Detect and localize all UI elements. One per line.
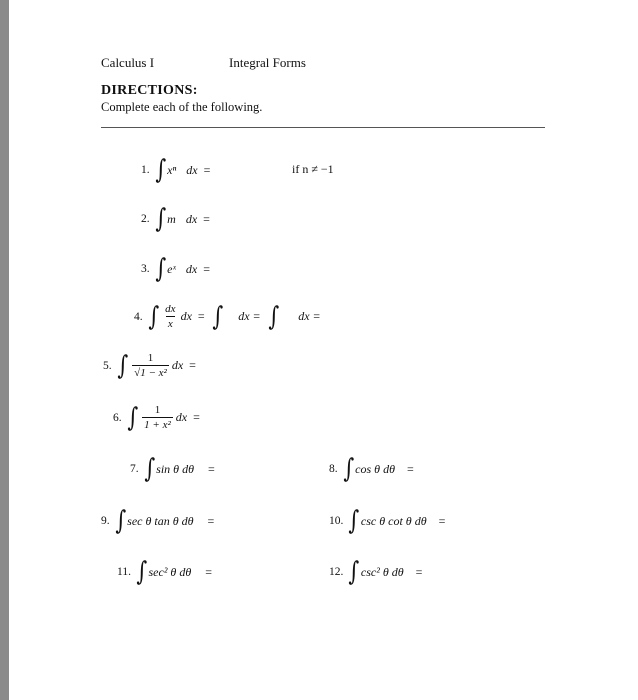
problem-number: 10. — [329, 515, 344, 527]
problem-number: 5. — [103, 359, 112, 372]
integral-sign: ∫ — [114, 506, 126, 536]
fraction-numerator: dx — [165, 303, 176, 315]
problem-7 — [130, 456, 215, 482]
integral-sign: ∫ — [147, 301, 159, 332]
differential: dx — [186, 162, 198, 177]
problem-number: 4. — [134, 310, 143, 323]
fraction-numerator: 1 — [147, 352, 154, 364]
middle-differential: dx = — [238, 309, 261, 324]
problem-number: 1. — [141, 164, 150, 176]
problem-11 — [117, 559, 212, 585]
problem-number: 11. — [117, 566, 131, 578]
problem-1 — [141, 157, 210, 183]
problem-number: 7. — [130, 463, 139, 475]
integral-sign: ∫ — [136, 557, 148, 587]
equals-sign: = — [197, 309, 205, 324]
integrand: cos θ dθ — [355, 461, 395, 476]
integral-sign: ∫ — [154, 254, 166, 284]
integral-sign: ∫ — [154, 204, 166, 234]
problem-12 — [329, 559, 422, 585]
differential: dx — [185, 211, 198, 226]
fraction-denominator: x — [167, 317, 173, 330]
problem-4 — [134, 303, 321, 330]
fraction — [132, 352, 169, 379]
problem-number: 8. — [329, 463, 338, 475]
integrand: xⁿ — [167, 162, 177, 177]
differential: dx — [180, 309, 192, 324]
equals-sign: = — [203, 211, 210, 226]
fraction-denominator: √1 − x² — [134, 366, 167, 379]
integral-sign: ∫ — [154, 155, 166, 185]
divider-rule — [101, 127, 545, 128]
problem-number: 9. — [101, 515, 110, 527]
problem-number: 6. — [113, 411, 122, 424]
integral-sign: ∫ — [126, 402, 138, 433]
problem-8 — [329, 456, 414, 482]
integrand: csc θ cot θ dθ — [360, 513, 427, 528]
equals-sign: = — [207, 513, 215, 528]
integrand: sin θ dθ — [156, 461, 194, 476]
differential: dx — [175, 410, 188, 425]
integral-sign: ∫ — [342, 454, 354, 484]
integral-sign: ∫ — [212, 301, 223, 332]
integrand: sec² θ dθ — [148, 564, 192, 579]
integral-sign: ∫ — [143, 454, 155, 484]
equals-sign: = — [203, 261, 210, 276]
integral-sign: ∫ — [268, 301, 279, 332]
problem-2 — [141, 206, 210, 232]
integrand: eˣ — [167, 261, 176, 276]
left-scroll-edge — [0, 0, 9, 700]
problem-1-condition: if n ≠ −1 — [292, 162, 334, 176]
fraction — [142, 404, 173, 431]
differential: dx — [171, 358, 184, 373]
problem-number: 3. — [141, 263, 150, 275]
equals-sign: = — [203, 162, 211, 177]
integral-sign: ∫ — [348, 557, 360, 587]
directions-text: Complete each of the following. — [101, 100, 263, 114]
fraction-numerator: 1 — [154, 404, 161, 416]
equals-sign: = — [189, 358, 196, 373]
integrand: m — [167, 211, 176, 226]
problem-number: 2. — [141, 213, 150, 225]
end-differential: dx = — [298, 309, 321, 324]
fraction — [163, 303, 177, 330]
topic-title: Integral Forms — [229, 55, 306, 70]
problem-9 — [101, 508, 214, 534]
problem-10 — [329, 508, 445, 534]
equals-sign: = — [193, 410, 200, 425]
integrand: sec θ tan θ dθ — [127, 513, 194, 528]
fraction-denominator: 1 + x² — [144, 418, 171, 431]
equals-sign: = — [415, 564, 423, 579]
equals-sign: = — [207, 461, 215, 476]
equals-sign: = — [406, 461, 414, 476]
equals-sign: = — [205, 564, 212, 579]
differential: dx — [185, 261, 198, 276]
problem-3 — [141, 256, 210, 282]
directions-heading: DIRECTIONS: — [101, 83, 198, 98]
problem-6 — [113, 404, 200, 431]
problem-5 — [103, 352, 196, 379]
integral-sign: ∫ — [116, 350, 128, 381]
problem-number: 12. — [329, 566, 344, 578]
course-title: Calculus I — [101, 55, 155, 70]
integral-sign: ∫ — [348, 506, 360, 536]
integrand: csc² θ dθ — [360, 564, 404, 579]
equals-sign: = — [438, 513, 446, 528]
